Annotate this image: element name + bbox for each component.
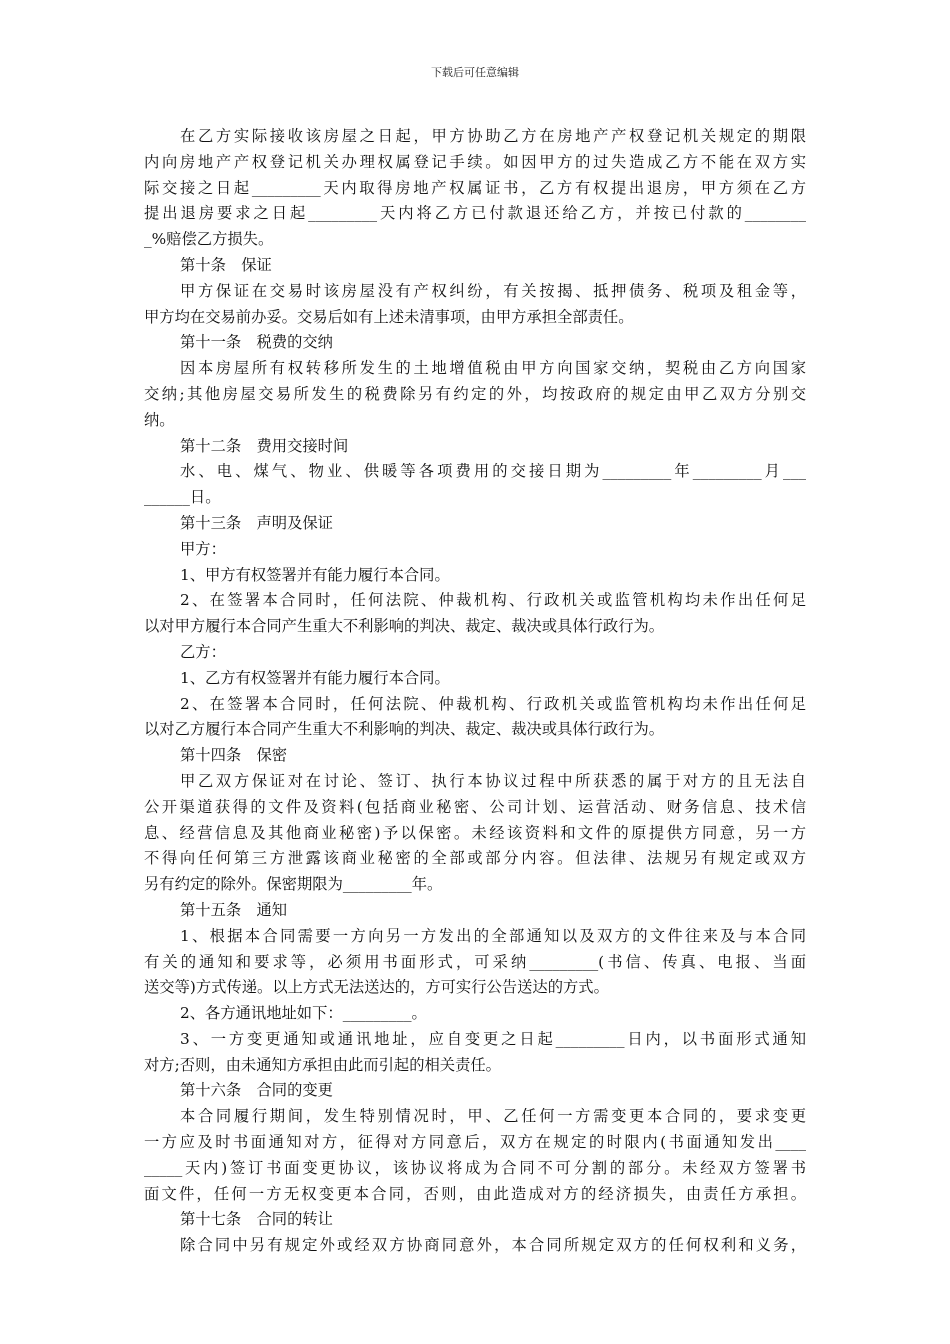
text-line: 提出退房要求之日起_________天内将乙方已付款退还给乙方，并按已付款的________ — [144, 204, 806, 223]
text-line: 第十六条 合同的变更 — [180, 1081, 333, 1100]
text-line: ______日。 — [144, 488, 221, 507]
text-line: 除合同中另有规定外或经双方协商同意外，本合同所规定双方的任何权利和义务， — [180, 1236, 806, 1255]
text-line: 甲乙双方保证对在讨论、签订、执行本协议过程中所获悉的属于对方的且无法自 — [180, 771, 806, 790]
text-line: 2、在签署本合同时，任何法院、仲裁机构、行政机关或监管机构均未作出任何足 — [180, 591, 806, 610]
text-line: 息、经营信息及其他商业秘密)予以保密。未经该资料和文件的原提供方同意，另一方 — [144, 823, 806, 842]
text-line: 一方应及时书面通知对方，征得对方同意后，双方在规定的时限内(书面通知发出____ — [144, 1133, 806, 1152]
text-line: _____天内)签订书面变更协议，该协议将成为合同不可分割的部分。未经双方签署书 — [144, 1158, 806, 1177]
text-line: 第十条 保证 — [180, 255, 272, 274]
text-line: 第十五条 通知 — [180, 900, 288, 919]
text-line: 1、根据本合同需要一方向另一方发出的全部通知以及双方的文件往来及与本合同 — [180, 926, 806, 945]
text-line: 以对乙方履行本合同产生重大不利影响的判决、裁定、裁决或具体行政行为。 — [144, 720, 665, 739]
text-line: 3、一方变更通知或通讯地址，应自变更之日起_________日内，以书面形式通知 — [180, 1029, 806, 1048]
text-line: 1、甲方有权签署并有能力履行本合同。 — [180, 565, 450, 584]
text-line: 第十一条 税费的交纳 — [180, 333, 333, 352]
text-line: 公开渠道获得的文件及资料(包括商业秘密、公司计划、运营活动、财务信息、技术信 — [144, 797, 806, 816]
text-line: 第十四条 保密 — [180, 746, 288, 765]
page-header: 下载后可任意编辑 — [431, 66, 519, 79]
text-line: 甲方： — [180, 539, 226, 558]
text-line: 送交等)方式传递。以上方式无法送达的，方可实行公告送达的方式。 — [144, 978, 609, 997]
text-line: 1、乙方有权签署并有能力履行本合同。 — [180, 668, 450, 687]
text-line: 乙方： — [180, 642, 226, 661]
text-line: 第十二条 费用交接时间 — [180, 436, 349, 455]
text-line: 本合同履行期间，发生特别情况时，甲、乙任何一方需变更本合同的，要求变更 — [180, 1107, 806, 1126]
text-line: 以对甲方履行本合同产生重大不利影响的判决、裁定、裁决或具体行政行为。 — [144, 617, 665, 636]
text-line: 因本房屋所有权转移所发生的土地增值税由甲方向国家交纳，契税由乙方向国家 — [180, 359, 806, 378]
text-line: 纳。 — [144, 410, 175, 429]
text-line: _%赔偿乙方损失。 — [144, 230, 274, 249]
text-line: 交纳;其他房屋交易所发生的税费除另有约定的外，均按政府的规定由甲乙双方分别交 — [144, 384, 806, 403]
text-line: 在乙方实际接收该房屋之日起，甲方协助乙方在房地产产权登记机关规定的期限 — [180, 127, 806, 145]
text-line: 内向房地产产权登记机关办理权属登记手续。如因甲方的过失造成乙方不能在双方实 — [144, 152, 806, 171]
text-line: 对方;否则，由未通知方承担由此而引起的相关责任。 — [144, 1055, 501, 1074]
text-line: 甲方保证在交易时该房屋没有产权纠纷，有关按揭、抵押债务、税项及租金等， — [180, 281, 806, 300]
text-line: 面文件，任何一方无权变更本合同，否则，由此造成对方的经济损失，由责任方承担。 — [144, 1184, 806, 1203]
text-line: 2、各方通讯地址如下：_________。 — [180, 1004, 427, 1023]
text-line: 甲方均在交易前办妥。交易后如有上述未清事项，由甲方承担全部责任。 — [144, 307, 634, 326]
text-line: 第十七条 合同的转让 — [180, 1210, 333, 1229]
text-line: 不得向任何第三方泄露该商业秘密的全部或部分内容。但法律、法规另有规定或双方 — [144, 849, 806, 868]
text-line: 第十三条 声明及保证 — [180, 513, 333, 532]
text-line: 水、电、煤气、物业、供暖等各项费用的交接日期为_________年_________月___ — [180, 462, 806, 481]
text-line: 际交接之日起_________天内取得房地产权属证书，乙方有权提出退房，甲方须在乙方 — [144, 178, 806, 197]
text-line: 另有约定的除外。保密期限为_________年。 — [144, 875, 443, 894]
document-body — [144, 124, 806, 1259]
text-line: 有关的通知和要求等，必须用书面形式，可采纳_________(书信、传真、电报、当面 — [144, 952, 806, 971]
text-line: 2、在签署本合同时，任何法院、仲裁机构、行政机关或监管机构均未作出任何足 — [180, 694, 806, 713]
